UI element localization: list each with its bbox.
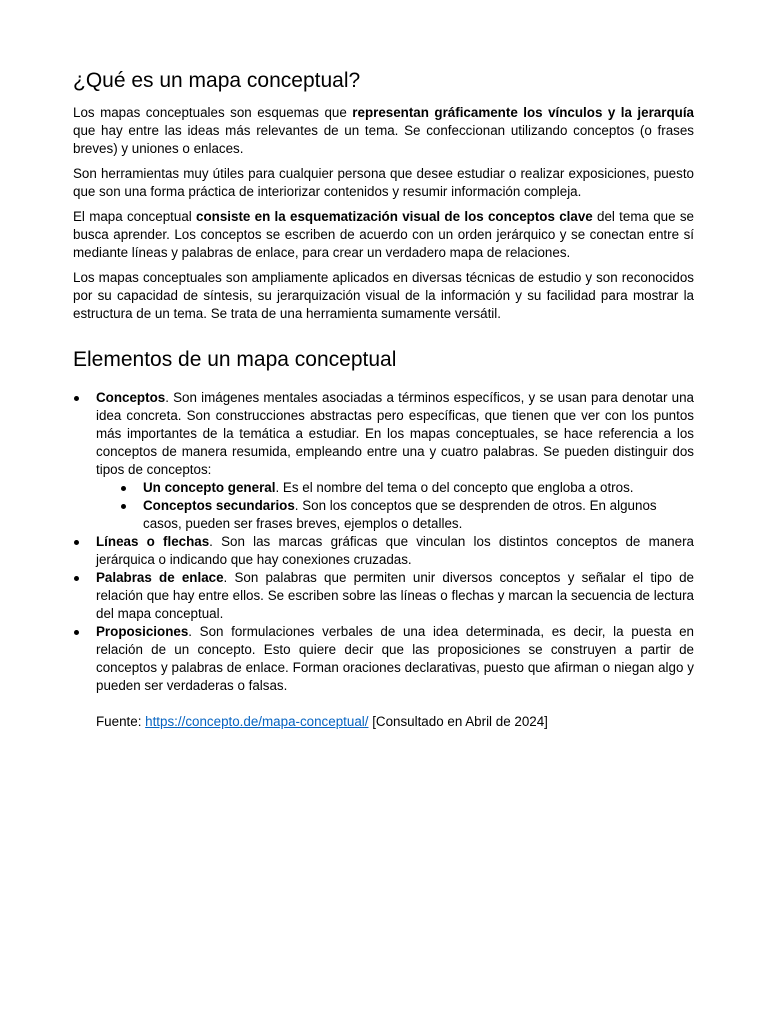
list-item-text: . Son las marcas gráficas que vinculan los distintos conceptos de manera jerárquica o indicando que hay conexiones cruzadas. (96, 534, 694, 567)
list-item-term: Palabras de enlace (96, 570, 224, 585)
section-title-what-is: ¿Qué es un mapa conceptual? (73, 69, 361, 92)
list-item-proposiciones (73, 623, 694, 695)
paragraph-text: que hay entre las ideas más relevantes de un tema. Se confeccionan utilizando conceptos (o frases breves) y uniones o enlaces. (73, 123, 694, 156)
sub-item-term: Un concepto general (143, 480, 276, 495)
sub-item-term: Conceptos secundarios (143, 498, 295, 513)
list-item-term: Proposiciones (96, 624, 189, 639)
sub-item-text: . Es el nombre del tema o del concepto que engloba a otros. (275, 480, 634, 495)
list-item-term: Líneas o flechas (96, 534, 210, 549)
bold-text: consiste en la esquematización visual de los conceptos clave (196, 209, 593, 224)
sub-item-text: . Son los conceptos que se desprenden de otros. En algunos casos, pueden ser frases breves, ejemplos o detalles. (143, 498, 657, 531)
list-item-text: . Son palabras que permiten unir diversos conceptos y señalar el tipo de relación que hay entre ellos. Se escriben sobre las líneas o flechas y marcan la secuencia de lectura del mapa conceptual. (96, 570, 695, 621)
source-label: Fuente: (96, 714, 146, 729)
source-citation (73, 713, 694, 731)
list-item-text: . Son imágenes mentales asociadas a términos específicos, y se usan para denotar una idea concreta. Son construcciones abstractas pero específicas, que tienen que ver con los puntos más importantes de la temática a estudiar. En los mapas conceptuales, se hace referencia a los conceptos de manera resumida, empleando entre una y cuatro palabras. Se pueden distinguir dos tipos de conceptos: (96, 390, 694, 477)
source-note: [Consultado en Abril de 2024] (368, 714, 548, 729)
paragraph-usefulness: Son herramientas muy útiles para cualquier persona que desee estudiar o realizar exposiciones, puesto que son una forma práctica de interiorizar contenidos y resumir información compleja. (73, 166, 694, 199)
paragraph-consists (73, 208, 694, 262)
bold-text: representan gráficamente los vínculos y la jerarquía (352, 105, 694, 120)
section-title-elements: Elementos de un mapa conceptual (73, 348, 397, 371)
paragraph-text: del tema que se busca aprender. Los conceptos se escriben de acuerdo con un orden jerárquico y se conectan entre sí mediante líneas y palabras de enlace, para crear un verdadero mapa de relaciones. (73, 209, 694, 260)
source-link[interactable]: https://concepto.de/mapa-conceptual/ (145, 714, 369, 729)
list-item-conceptos (73, 389, 694, 533)
list-item-palabras-enlace (73, 569, 694, 623)
list-item-text: . Son formulaciones verbales de una idea determinada, es decir, la puesta en relación de un concepto. Esto quiere decir que las proposiciones se construyen a partir de conceptos y palabras de enlace. Forman oraciones declarativas, puesto que afirman o niegan algo y pueden ser verdaderas o falsas. (96, 624, 694, 693)
list-item-term: Conceptos (96, 390, 166, 405)
sub-item-concepto-general (96, 479, 694, 497)
paragraph-definition (73, 104, 694, 158)
paragraph-applications: Los mapas conceptuales son ampliamente aplicados en diversas técnicas de estudio y son reconocidos por su capacidad de síntesis, su jerarquización visual de la información y su facilidad para mostrar la estructura de un tema. Se trata de una herramienta sumamente versátil. (73, 270, 694, 321)
paragraph-text: Los mapas conceptuales son esquemas que (73, 105, 353, 120)
document-page (73, 66, 694, 731)
concept-types-list (96, 479, 694, 533)
elements-list (73, 389, 694, 695)
sub-item-conceptos-secundarios (96, 497, 694, 533)
paragraph-text: El mapa conceptual (73, 209, 197, 224)
list-item-lineas (73, 533, 694, 569)
